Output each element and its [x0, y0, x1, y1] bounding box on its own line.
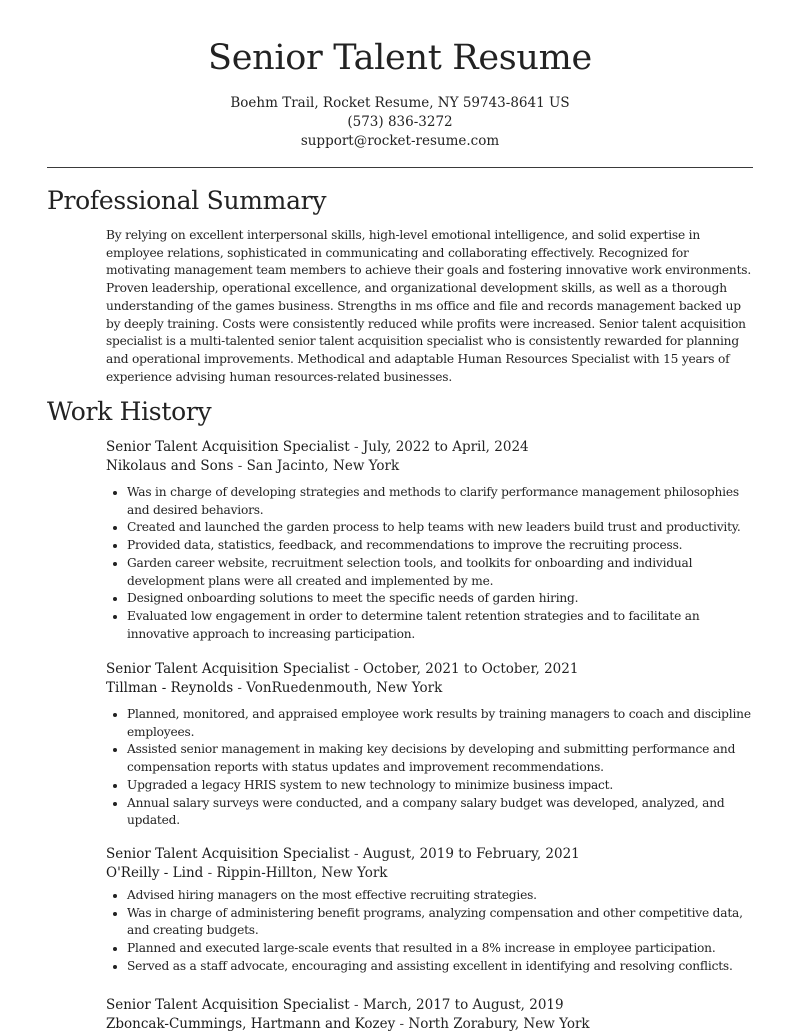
job-location: VonRuedenmouth, New York	[246, 680, 443, 696]
job-dates: March, 2017 to August, 2019	[362, 997, 564, 1013]
job-bullets	[106, 887, 756, 976]
job-company-line: Tillman - Reynolds - VonRuedenmouth, New York	[106, 680, 443, 696]
job-bullet: • Assisted senior management in making key decisions by developing and submitting performance and compensation reports with status updates and improvement recommendations.	[127, 741, 756, 776]
job-role: Senior Talent Acquisition Specialist	[106, 997, 350, 1013]
job-company: Nikolaus and Sons	[106, 458, 234, 474]
contact-email: support@rocket-resume.com	[300, 133, 500, 149]
job-title-line: Senior Talent Acquisition Specialist - July, 2022 to April, 2024	[106, 439, 529, 455]
job-location: Rippin-Hillton, New York	[216, 865, 388, 881]
job-bullet: • Was in charge of developing strategies and methods to clarify performance management philosophies and desired behaviors.	[127, 484, 756, 519]
summary-heading: Professional Summary	[47, 186, 327, 215]
job-company-line: Zboncak-Cummings, Hartmann and Kozey - North Zorabury, New York	[106, 1016, 590, 1032]
job-bullet: • Annual salary surveys were conducted, and a company salary budget was developed, analyzed, and updated.	[127, 795, 756, 830]
job-dates: August, 2019 to February, 2021	[362, 846, 580, 862]
header-divider	[47, 167, 753, 168]
job-bullet: • Planned and executed large-scale events that resulted in a 8% increase in employee participation.	[127, 940, 756, 958]
job-title-line: Senior Talent Acquisition Specialist - March, 2017 to August, 2019	[106, 997, 564, 1013]
job-bullet: • Created and launched the garden process to help teams with new leaders build trust and productivity.	[127, 519, 756, 537]
job-location: San Jacinto, New York	[246, 458, 400, 474]
job-bullets	[106, 484, 756, 643]
resume-name: Senior Talent Resume	[208, 38, 592, 78]
job-location: North Zorabury, New York	[408, 1016, 590, 1032]
job-company: O'Reilly - Lind	[106, 865, 204, 881]
job-bullets	[106, 706, 756, 830]
contact-phone: (573) 836-3272	[347, 114, 453, 130]
job-dates: July, 2022 to April, 2024	[362, 439, 529, 455]
job-bullet: • Upgraded a legacy HRIS system to new technology to minimize business impact.	[127, 777, 756, 795]
job-company: Zboncak-Cummings, Hartmann and Kozey	[106, 1016, 396, 1032]
job-company: Tillman - Reynolds	[106, 680, 234, 696]
job-role: Senior Talent Acquisition Specialist	[106, 661, 350, 677]
job-entry	[106, 660, 756, 830]
job-title-line: Senior Talent Acquisition Specialist - October, 2021 to October, 2021	[106, 661, 579, 677]
job-bullet: • Designed onboarding solutions to meet the specific needs of garden hiring.	[127, 590, 756, 608]
summary-text: By relying on excellent interpersonal skills, high-level emotional intelligence, and solid expertise in employee relations, sophisticated in communicating and collaborating effectively. Recognized for motivating management team members to achieve their goals and fostering innovative work environments. Proven leadership, operational excellence, and organizational development skills, as well as a thorough understanding of the games business. Strengths in ms office and file and records management backed up by deeply training. Costs were consistently reduced while profits were increased. Senior talent acquisition specialist is a multi-talented senior talent acquisition specialist who is consistently rewarded for planning and operational improvements. Methodical and adaptable Human Resources Specialist with 15 years of experience advising human resources-related businesses.	[106, 228, 751, 384]
job-company-line: Nikolaus and Sons - San Jacinto, New York	[106, 458, 400, 474]
job-bullet: • Advised hiring managers on the most effective recruiting strategies.	[127, 887, 756, 905]
job-entry	[106, 438, 756, 643]
contact-address: Boehm Trail, Rocket Resume, NY 59743-8641 US	[230, 95, 570, 111]
job-role: Senior Talent Acquisition Specialist	[106, 439, 350, 455]
job-bullet: • Was in charge of administering benefit programs, analyzing compensation and other competitive data, and creating budgets.	[127, 905, 756, 940]
job-bullet: • Served as a staff advocate, encouraging and assisting excellent in identifying and resolving conflicts.	[127, 958, 756, 976]
job-bullet: • Garden career website, recruitment selection tools, and toolkits for onboarding and individual development plans were all created and implemented by me.	[127, 555, 756, 590]
job-title-line: Senior Talent Acquisition Specialist - August, 2019 to February, 2021	[106, 846, 580, 862]
job-role: Senior Talent Acquisition Specialist	[106, 846, 350, 862]
job-bullet: • Provided data, statistics, feedback, and recommendations to improve the recruiting process.	[127, 537, 756, 555]
job-entry	[106, 845, 756, 976]
job-bullet: • Evaluated low engagement in order to determine talent retention strategies and to facilitate an innovative approach to increasing participation.	[127, 608, 756, 643]
job-bullet: • Planned, monitored, and appraised employee work results by training managers to coach and discipline employees.	[127, 706, 756, 741]
job-company-line: O'Reilly - Lind - Rippin-Hillton, New York	[106, 865, 388, 881]
contact-block	[0, 94, 800, 151]
job-entry	[106, 996, 756, 1034]
work-history-heading: Work History	[47, 397, 212, 426]
job-dates: October, 2021 to October, 2021	[362, 661, 579, 677]
